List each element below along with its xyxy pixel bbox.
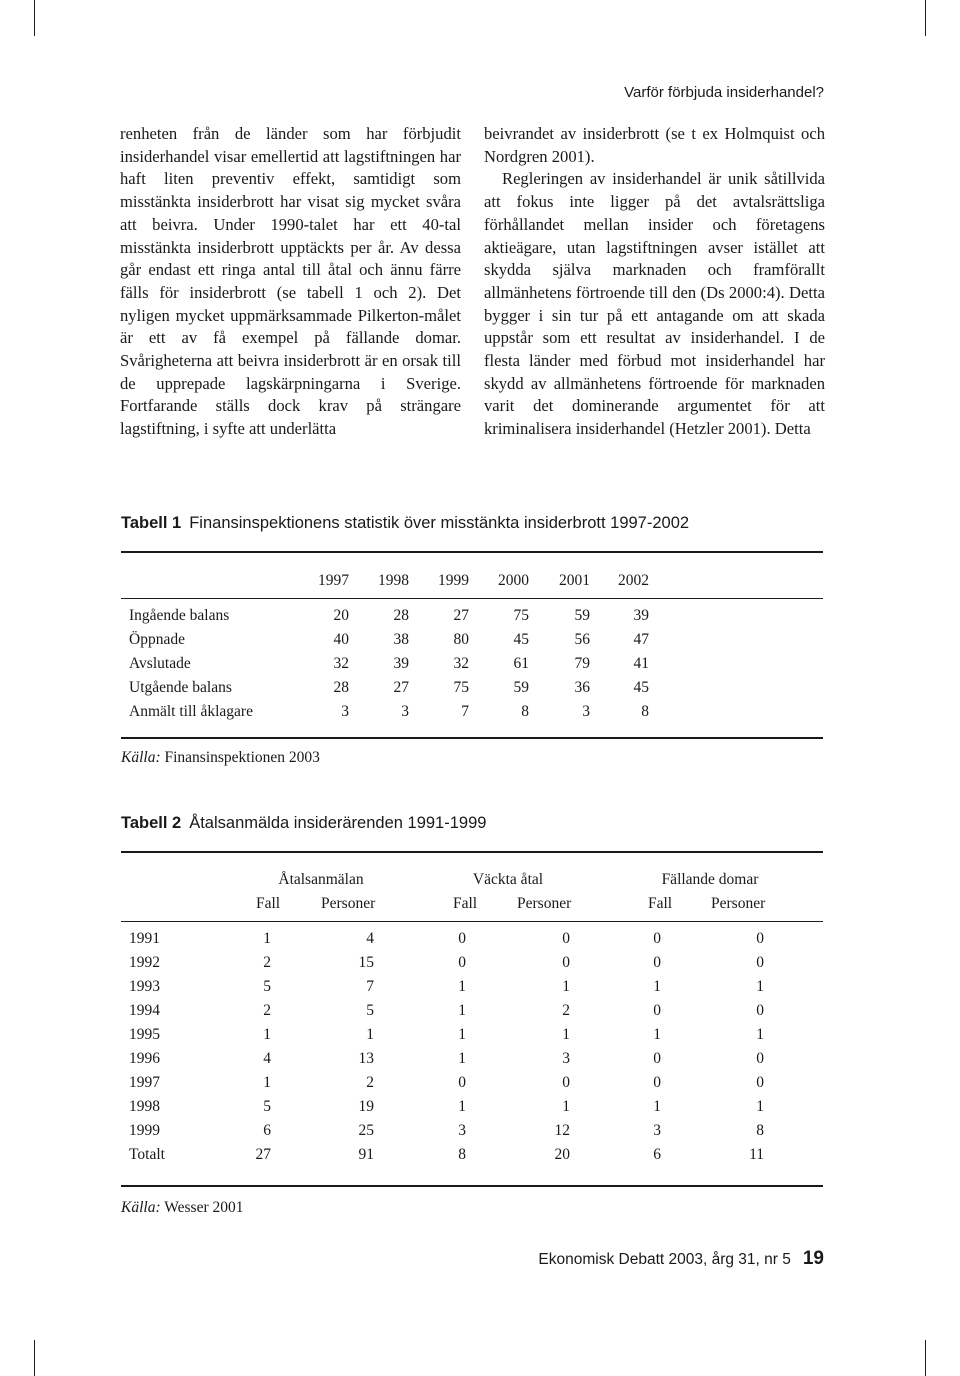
table2-row <box>121 1119 823 1143</box>
table1-cell: 32 <box>453 655 469 672</box>
table2-row-label: Totalt <box>129 1146 165 1163</box>
table2-cell: 5 <box>366 1002 374 1019</box>
table2-cell: 12 <box>554 1122 570 1139</box>
left-column <box>120 123 461 441</box>
table2-cell: 1 <box>263 1074 271 1091</box>
table1-cell: 59 <box>513 679 529 696</box>
table2-row-label: 1994 <box>129 1002 160 1019</box>
table2-source-text: Wesser 2001 <box>164 1199 244 1216</box>
table2-source-label: Källa: <box>121 1199 161 1216</box>
table2-row <box>121 951 823 975</box>
table2-subheader: Personer <box>321 895 376 912</box>
table1-label: Tabell 1 <box>121 514 182 532</box>
table2-cell: 0 <box>653 954 661 971</box>
table2-cell: 15 <box>358 954 374 971</box>
table2-cell: 0 <box>653 1074 661 1091</box>
page-footer <box>538 1248 824 1270</box>
table2-cell: 1 <box>366 1026 374 1043</box>
table1-cell: 80 <box>453 631 469 648</box>
table2-row-label: 1996 <box>129 1050 160 1067</box>
table2-row-label: 1992 <box>129 954 160 971</box>
table1-row-label: Öppnade <box>129 631 185 648</box>
table2-group-header: Fällande domar <box>661 871 759 888</box>
table2-cell: 4 <box>366 930 374 947</box>
table2-cell: 4 <box>263 1050 271 1067</box>
table1-cell: 28 <box>393 607 409 624</box>
table1-cell: 3 <box>582 703 590 720</box>
crop-mark <box>34 0 35 36</box>
table2-cell: 27 <box>255 1146 271 1163</box>
table2-cell: 7 <box>366 978 374 995</box>
table2-row <box>121 927 823 951</box>
table2-cell: 8 <box>458 1146 466 1163</box>
table1-cell: 41 <box>633 655 649 672</box>
table1-cell: 75 <box>513 607 529 624</box>
right-column-paragraph-2: Regleringen av insiderhandel är unik såtillvida att fokus inte ligger på det avtalsrättsliga förhållandet mellan insider och företagens aktieägare, utan lagstiftningen avser istället att skydda själva marknaden och framförallt allmänhetens förtroende till den (Ds 2000:4). Detta bygger i sin tur på ett antagande om att skada uppstår som ett resultat av insiderhandel. I de flesta länder med förbud mot insiderhandel har skydd av allmänhetens förtroende för marknaden varit det dominerande argumentet för att kriminalisera insiderhandel (Hetzler 2001). Detta <box>484 169 825 439</box>
crop-mark <box>925 1340 926 1376</box>
table2-cell: 19 <box>358 1098 374 1115</box>
table1-year-header: 1997 <box>318 572 349 589</box>
table2-bottom-rule <box>121 1185 823 1187</box>
table1-top-rule <box>121 551 823 553</box>
table1-row <box>121 676 823 700</box>
table2-cell: 20 <box>554 1146 570 1163</box>
table2-row <box>121 1071 823 1095</box>
table2-label: Tabell 2 <box>121 814 182 832</box>
table2-cell: 6 <box>653 1146 661 1163</box>
table2-cell: 2 <box>562 1002 570 1019</box>
table2-cell: 1 <box>562 1026 570 1043</box>
left-column-text: renheten från de länder som har förbjudit insiderhandel visar emellertid att lagstiftningen har haft liten preventiv effekt, samtidigt som misstänkta insiderbrott har visat sig mycket svåra att beivra. Under 1990-talet har ett 40-tal misstänkta insiderbrott upptäckts per år. Av dessa går endast ett ringa antal till åtal och ännu färre fälls för insiderbrott (se tabell 1 och 2). Det nyligen mycket uppmärksammade Pilkerton-målet är ett av få exempel på fällande domar. Svårigheterna att beivra insiderbrott är en orsak till de upprepade lagskärpningarna i Sverige. Fortfarande ställs dock krav på strängare lagstiftning, i syfte att underlätta <box>120 124 461 439</box>
table1-year-header: 2002 <box>618 572 649 589</box>
table2-cell: 1 <box>458 1098 466 1115</box>
table2-cell: 0 <box>756 1050 764 1067</box>
table2-caption: Åtalsanmälda insiderärenden 1991-1999 <box>189 814 487 832</box>
table1-cell: 40 <box>333 631 349 648</box>
table2-cell: 1 <box>263 1026 271 1043</box>
running-header: Varför förbjuda insiderhandel? <box>624 84 824 101</box>
table1-cell: 32 <box>333 655 349 672</box>
table2-cell: 25 <box>358 1122 374 1139</box>
table2-cell: 5 <box>263 978 271 995</box>
table2-cell: 0 <box>756 954 764 971</box>
table2-cell: 6 <box>263 1122 271 1139</box>
table1-source-text: Finansinspektionen 2003 <box>164 749 320 766</box>
table1-year-header: 2001 <box>559 572 590 589</box>
table2-cell: 1 <box>458 978 466 995</box>
table1-cell: 45 <box>633 679 649 696</box>
table2-row <box>121 1095 823 1119</box>
right-column <box>484 123 825 441</box>
table1-cell: 39 <box>633 607 649 624</box>
table1-caption: Finansinspektionens statistik över misstänkta insiderbrott 1997-2002 <box>189 514 690 532</box>
table2-cell: 0 <box>562 1074 570 1091</box>
table2-cell: 0 <box>458 1074 466 1091</box>
crop-mark <box>925 0 926 36</box>
table1-cell: 3 <box>341 703 349 720</box>
table1-cell: 7 <box>461 703 469 720</box>
table2-cell: 1 <box>458 1050 466 1067</box>
table1-row-label: Utgående balans <box>129 679 232 696</box>
table1-source-label: Källa: <box>121 749 161 766</box>
table1-cell: 38 <box>393 631 409 648</box>
table2-cell: 0 <box>653 1050 661 1067</box>
table2-cell: 1 <box>653 1026 661 1043</box>
table2-cell: 0 <box>653 930 661 947</box>
table1-cell: 39 <box>393 655 409 672</box>
table2-cell: 1 <box>653 1098 661 1115</box>
table2-row <box>121 1143 823 1167</box>
table2-subheader: Fall <box>256 895 281 912</box>
table2-cell: 0 <box>458 954 466 971</box>
table2-cell: 1 <box>756 1098 764 1115</box>
table2-cell: 2 <box>263 954 271 971</box>
table1-source <box>121 749 320 767</box>
table1-row-label: Avslutade <box>129 655 191 672</box>
table2-cell: 1 <box>756 1026 764 1043</box>
table2-cell: 0 <box>653 1002 661 1019</box>
table2-cell: 1 <box>263 930 271 947</box>
table1-cell: 75 <box>453 679 469 696</box>
table2-cell: 8 <box>756 1122 764 1139</box>
table1-cell: 36 <box>574 679 590 696</box>
table2-top-rule <box>121 851 823 853</box>
table2-row-label: 1999 <box>129 1122 160 1139</box>
table2-cell: 1 <box>653 978 661 995</box>
table1-cell: 27 <box>453 607 469 624</box>
table2-row-label: 1993 <box>129 978 160 995</box>
table1-row <box>121 652 823 676</box>
table1-cell: 45 <box>513 631 529 648</box>
table2-subheader: Personer <box>711 895 766 912</box>
table1-cell: 56 <box>574 631 590 648</box>
table2-cell: 3 <box>458 1122 466 1139</box>
table2-row <box>121 975 823 999</box>
table2-cell: 0 <box>562 930 570 947</box>
table2-subheader: Fall <box>648 895 673 912</box>
table2-group-header: Väckta åtal <box>472 871 544 888</box>
table1-cell: 27 <box>393 679 409 696</box>
table1-cell: 8 <box>641 703 649 720</box>
table2-cell: 11 <box>749 1146 764 1163</box>
table1-bottom-rule <box>121 737 823 739</box>
table2-cell: 1 <box>458 1026 466 1043</box>
table2-row-label: 1997 <box>129 1074 160 1091</box>
page-number: 19 <box>802 1248 824 1269</box>
table2-subheader: Personer <box>517 895 572 912</box>
table2-cell: 1 <box>562 1098 570 1115</box>
table2-cell: 2 <box>366 1074 374 1091</box>
table2-row <box>121 1047 823 1071</box>
table1-year-header: 1998 <box>378 572 409 589</box>
table2-header-rule <box>121 921 823 922</box>
table1-row-label: Ingående balans <box>129 607 230 624</box>
table1-cell: 28 <box>333 679 349 696</box>
table2-group-header-row <box>121 868 823 892</box>
table2-row-label: 1991 <box>129 930 160 947</box>
table2-title <box>121 814 486 833</box>
table2-subheader-row <box>121 892 823 916</box>
crop-mark <box>34 1340 35 1376</box>
table1-cell: 3 <box>401 703 409 720</box>
table1-year-header: 2000 <box>498 572 529 589</box>
table1-row-label: Anmält till åklagare <box>129 703 253 720</box>
table2-row-label: 1998 <box>129 1098 160 1115</box>
table2-cell: 3 <box>562 1050 570 1067</box>
table1-cell: 8 <box>521 703 529 720</box>
table1-title <box>121 514 689 533</box>
table1-row <box>121 604 823 628</box>
table2-cell: 0 <box>458 930 466 947</box>
table2-source <box>121 1199 243 1217</box>
table2-cell: 0 <box>756 930 764 947</box>
table2-row-label: 1995 <box>129 1026 160 1043</box>
table2-row <box>121 1023 823 1047</box>
table2-row <box>121 999 823 1023</box>
table2-group-header: Åtalsanmälan <box>278 871 364 888</box>
table2-cell: 1 <box>458 1002 466 1019</box>
table2-cell: 2 <box>263 1002 271 1019</box>
table1-header-rule <box>121 598 823 599</box>
table1-year-header: 1999 <box>438 572 469 589</box>
table2-cell: 13 <box>358 1050 374 1067</box>
table2-cell: 5 <box>263 1098 271 1115</box>
table2-cell: 1 <box>562 978 570 995</box>
table2-cell: 0 <box>562 954 570 971</box>
table2-cell: 1 <box>756 978 764 995</box>
table2-cell: 0 <box>756 1074 764 1091</box>
table1-cell: 59 <box>574 607 590 624</box>
table2-cell: 3 <box>653 1122 661 1139</box>
journal-citation: Ekonomisk Debatt 2003, årg 31, nr 5 <box>538 1251 791 1268</box>
table1-cell: 20 <box>333 607 349 624</box>
table1-cell: 61 <box>513 655 529 672</box>
table1-row <box>121 700 823 724</box>
table2-cell: 91 <box>358 1146 374 1163</box>
right-column-paragraph-1: beivrandet av insiderbrott (se t ex Holmquist och Nordgren 2001). <box>484 124 825 166</box>
table2-subheader: Fall <box>453 895 478 912</box>
table1-row <box>121 628 823 652</box>
table2-cell: 0 <box>756 1002 764 1019</box>
table1-cell: 47 <box>633 631 649 648</box>
table1-header-row <box>121 569 823 593</box>
table1-cell: 79 <box>574 655 590 672</box>
